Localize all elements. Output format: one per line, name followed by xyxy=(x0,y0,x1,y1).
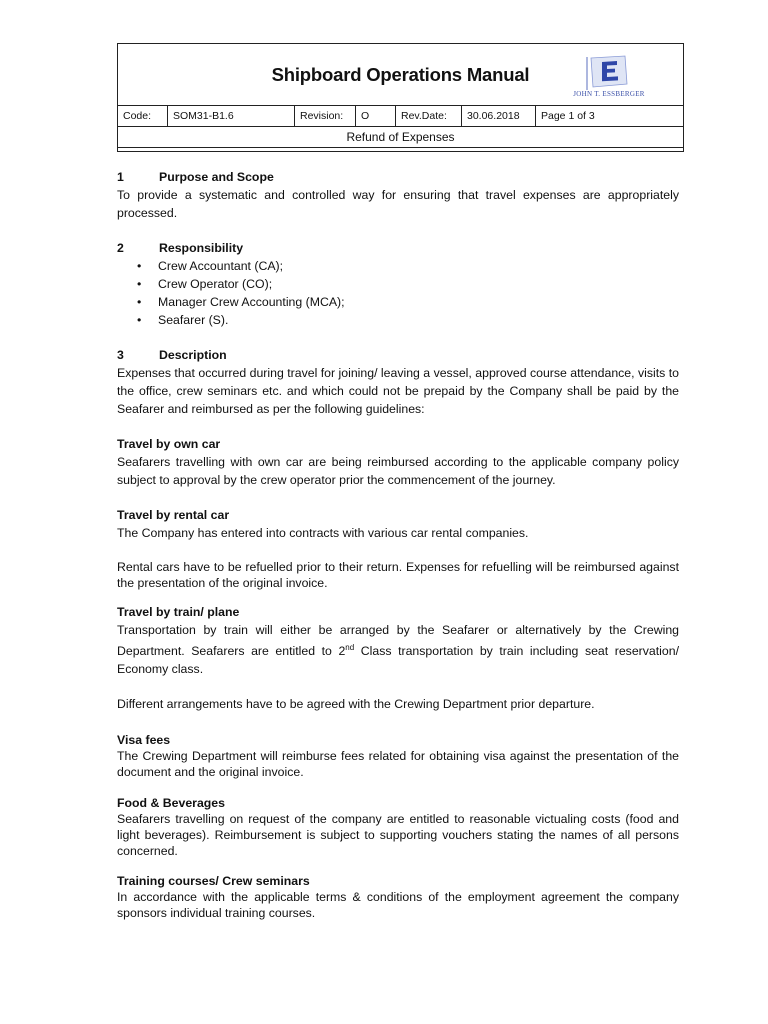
section-heading xyxy=(117,346,679,364)
revision-value: O xyxy=(356,106,396,127)
section-number: 3 xyxy=(117,348,124,362)
subsection-paragraph: Different arrangements have to be agreed with the Crewing Department prior departure. xyxy=(117,697,595,712)
list-item: • Seafarer (S). xyxy=(117,311,679,329)
subsection-paragraph: Seafarers travelling with own car are being reimbursed according to the applicable company policy subject to approval by the crew operator prior the commencement of the journey. xyxy=(117,455,679,487)
manual-title: Shipboard Operations Manual xyxy=(271,64,530,85)
section-paragraph: To provide a systematic and controlled way for ensuring that travel expenses are appropriately processed. xyxy=(117,188,679,220)
train-text-end: Class transportation by train including seat reservation/ Economy class. xyxy=(117,644,679,677)
revdate-value: 30.06.2018 xyxy=(462,106,536,127)
list-item: • Crew Accountant (CA); xyxy=(117,257,679,275)
superscript-ordinal: nd xyxy=(345,643,355,652)
subsection-paragraph: Rental cars have to be refuelled prior to their return. Expenses for refuelling will be reimbursed against the presentation of the original invoice. xyxy=(117,560,679,590)
document-subtitle: Refund of Expenses xyxy=(118,127,684,148)
revision-label: Revision: xyxy=(295,106,356,127)
subsection-heading: Food & Beverages xyxy=(117,796,225,811)
subsection-paragraph: The Crewing Department will reimburse fees related for obtaining visa against the presentation of the document and the original invoice. xyxy=(117,749,679,780)
subsection-heading: Travel by train/ plane xyxy=(117,605,240,619)
document-body xyxy=(117,168,679,921)
logo-text: JOHN T. ESSBERGER xyxy=(573,90,645,98)
subsection-paragraph: The Company has entered into contracts with various car rental companies. xyxy=(117,526,529,540)
header-title-row xyxy=(118,44,683,105)
subsection-paragraph: In accordance with the applicable terms & conditions of the employment agreement the company sponsors individual training courses. xyxy=(117,890,679,921)
code-label: Code: xyxy=(118,106,168,127)
section-paragraph: Expenses that occurred during travel for joining/ leaving a vessel, approved course attendance, visits to the office, crew seminars etc. and which could not be prepaid by the Company shall be paid by the Seafarer and reimbursed as per the following guidelines: xyxy=(117,366,679,416)
section-number: 2 xyxy=(117,241,124,255)
subsection-heading: Travel by own car xyxy=(117,437,221,451)
company-logo xyxy=(569,54,649,100)
responsibility-list xyxy=(117,257,679,329)
code-value: SOM31-B1.6 xyxy=(168,106,295,127)
section-heading xyxy=(117,239,679,257)
section-title: Description xyxy=(159,348,227,362)
section-title: Responsibility xyxy=(159,241,244,255)
flag-logo-icon xyxy=(569,54,649,94)
train-text-start: Transportation by train will either be arranged by the Seafarer or alternatively by the Crewing Department. Seafarers are entitled to 2 xyxy=(117,623,679,659)
section-title: Purpose and Scope xyxy=(159,170,274,184)
revdate-label: Rev.Date: xyxy=(396,106,462,127)
subsection-heading: Training courses/ Crew seminars xyxy=(117,874,310,889)
subsection-paragraph: Seafarers travelling on request of the company are entitled to reasonable victualing costs (food and light beverages). Reimbursement is subject to supporting vouchers stating the names of all persons concerned. xyxy=(117,812,679,859)
document-meta-table xyxy=(117,105,684,148)
section-heading xyxy=(117,168,679,186)
document-header xyxy=(117,43,684,152)
subsection-heading: Visa fees xyxy=(117,733,171,748)
page-indicator: Page 1 of 3 xyxy=(536,106,684,127)
section-number: 1 xyxy=(117,170,124,184)
subsection-paragraph xyxy=(117,621,679,678)
list-item: • Manager Crew Accounting (MCA); xyxy=(117,293,679,311)
list-item: • Crew Operator (CO); xyxy=(117,275,679,293)
subsection-heading: Travel by rental car xyxy=(117,508,230,522)
